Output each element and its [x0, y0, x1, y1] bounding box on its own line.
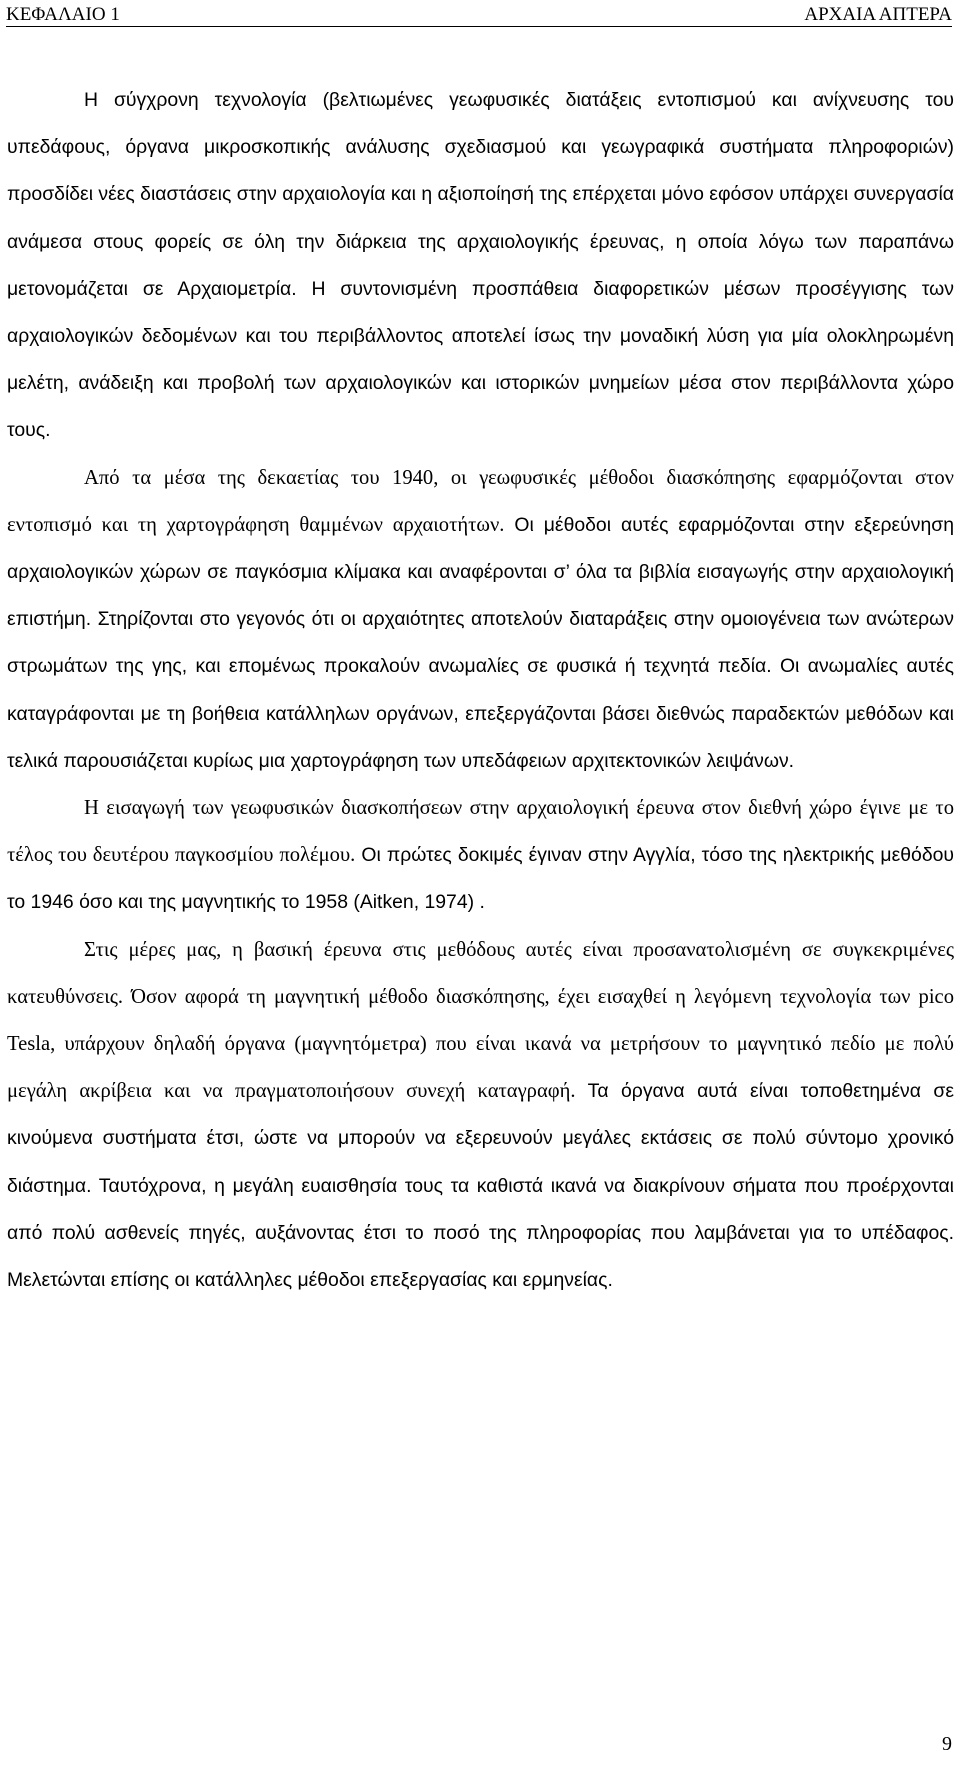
paragraph-1 [7, 77, 954, 455]
paragraph-text: Η σύγχρονη τεχνολογία (βελτιωμένες γεωφυσικές διατάξεις εντοπισμού και ανίχνευσης του υπεδάφους, όργανα μικροσκοπικής ανάλυσης σχεδιασμού και γεωγραφικά συστήματα πληροφοριών) προσδίδει νέες διαστάσεις στην αρχαιολογία και η αξιοποίησή της επέρχεται μόνο εφόσον υπάρχει συνεργασία ανάμεσα στους φορείς σε όλη την διάρκεια της αρχαιολογικής έρευνας, η οποία λόγω των παραπάνω μετονομάζεται σε Αρχαιομετρία. Η συντονισμένη προσπάθεια διαφορετικών μέσων προσέγγισης των αρχαιολογικών δεδομένων και του περιβάλλοντος αποτελεί ίσως την μοναδική λύση για μία ολοκληρωμένη μελέτη, ανάδειξη και προβολή των αρχαιολογικών και ιστορικών μνημείων μέσα στον περιβάλλοντα χώρο τους. [7, 89, 954, 442]
paragraph-3 [7, 785, 954, 927]
paragraph-text: Οι πρώτες δοκιμές έγιναν στην Αγγλία, τόσο της ηλεκτρικής μεθόδου το 1946 όσο και της μαγνητικής το 1958 (Aitken, 1974) . [7, 844, 954, 914]
paragraph-2 [7, 455, 954, 785]
page-number: 9 [942, 1733, 952, 1755]
paragraph-text: Τα όργανα αυτά είναι τοποθετημένα σε κινούμενα συστήματα έτσι, ώστε να μπορούν να εξερευνούν μεγάλες εκτάσεις σε πολύ σύντομο χρονικό διάστημα. Ταυτόχρονα, η μεγάλη ευαισθησία τους τα καθιστά ικανά να διακρίνουν σήματα που προέρχονται από πολύ ασθενείς πηγές, αυξάνοντας έτσι το ποσό της πληροφορίας που λαμβάνεται για το υπέδαφος. Μελετώνται επίσης οι κατάλληλες μέθοδοι επεξεργασίας και ερμηνείας. [7, 1080, 954, 1292]
paragraph-text: Στις μέρες μας, η βασική έρευνα στις μεθόδους αυτές είναι προσανατολισμένη σε συγκεκριμένες κατευθύνσεις. Όσον αφορά τη μαγνητική μέθοδο διασκόπησης, έχει εισαχθεί η λεγόμενη τεχνολογία των pico Tesla, υπάρχουν δηλαδή όργανα (μαγνητόμετρα) που είναι ικανά να μετρήσουν το μαγνητικό πεδίο με πολύ μεγάλη ακρίβεια και να πραγματοποιήσουν συνεχή καταγραφή. [7, 938, 954, 1103]
chapter-label: ΚΕΦΑΛΑΙΟ 1 [6, 4, 120, 25]
paragraph-4 [7, 927, 954, 1305]
paragraph-text: Από τα μέσα της δεκαετίας του 1940, οι γεωφυσικές μέθοδοι διασκόπησης εφαρμόζονται στον εντοπισμό και τη χαρτογράφηση θαμμένων αρχαιοτήτων. [7, 466, 954, 536]
body-text [7, 77, 954, 1304]
paragraph-text: Η εισαγωγή των γεωφυσικών διασκοπήσεων στην αρχαιολογική έρευνα στον διεθνή χώρο έγινε με το τέλος του δευτέρου παγκοσμίου πολέμου. [7, 797, 954, 867]
section-label: ΑΡΧΑΙΑ ΑΠΤΕΡΑ [804, 4, 952, 25]
running-header [6, 4, 952, 27]
paragraph-text: Οι μέθοδοι αυτές εφαρμόζονται στην εξερεύνηση αρχαιολογικών χώρων σε παγκόσμια κλίμακα και αναφέρονται σ’ όλα τα βιβλία εισαγωγής στην αρχαιολογική επιστήμη. Στηρίζονται στο γεγονός ότι οι αρχαιότητες αποτελούν διαταράξεις στην ομοιογένεια των ανώτερων στρωμάτων της γης, και επομένως προκαλούν ανωμαλίες σε φυσικά ή τεχνητά πεδία. Οι ανωμαλίες αυτές καταγράφονται με τη βοήθεια κατάλληλων οργάνων, επεξεργάζονται βάσει διεθνώς παραδεκτών μεθόδων και τελικά παρουσιάζεται κυρίως μια χαρτογράφηση των υπεδάφειων αρχιτεκτονικών λειψάνων. [7, 513, 954, 772]
